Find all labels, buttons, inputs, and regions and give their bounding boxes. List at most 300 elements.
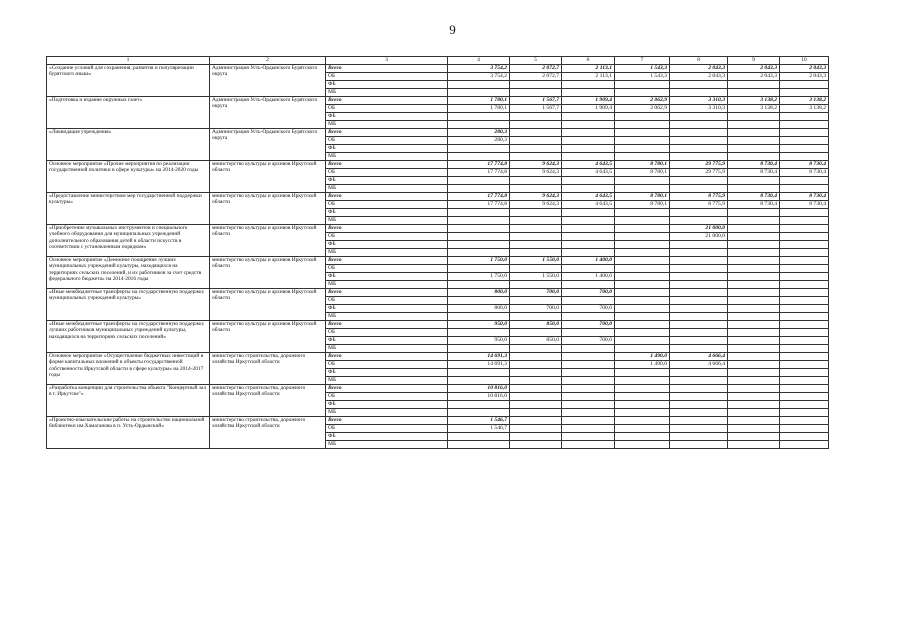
- amount-cell: [448, 313, 510, 321]
- funding-source: МБ: [326, 185, 448, 193]
- amount-cell: [510, 401, 562, 409]
- funding-source: ФБ: [326, 145, 448, 153]
- table-row: [47, 385, 829, 393]
- amount-cell: [780, 177, 829, 185]
- funding-source: ОБ: [326, 169, 448, 177]
- amount-cell: [780, 225, 829, 233]
- amount-cell: [670, 297, 728, 305]
- amount-cell: [728, 321, 780, 329]
- amount-cell: [670, 433, 728, 441]
- amount-cell: 9 624,3: [510, 169, 562, 177]
- amount-cell: 1 780,1: [448, 97, 510, 105]
- amount-cell: [728, 385, 780, 393]
- amount-cell: 1 750,0: [448, 257, 510, 265]
- amount-cell: [670, 129, 728, 137]
- funding-source: ФБ: [326, 369, 448, 377]
- amount-cell: [562, 265, 615, 273]
- amount-cell: 2 043,3: [728, 73, 780, 81]
- amount-cell: [448, 249, 510, 257]
- amount-cell: [670, 337, 728, 345]
- amount-cell: [780, 297, 829, 305]
- amount-cell: [670, 385, 728, 393]
- amount-cell: [448, 113, 510, 121]
- amount-cell: [448, 153, 510, 161]
- table-row: [47, 193, 829, 201]
- amount-cell: 1 490,0: [615, 353, 670, 361]
- amount-cell: [615, 265, 670, 273]
- funding-source: МБ: [326, 217, 448, 225]
- amount-cell: [728, 225, 780, 233]
- amount-cell: [728, 281, 780, 289]
- executor: министерство культуры и архивов Иркутской области: [210, 289, 326, 321]
- executor: министерство строительства, дорожного хозяйства Иркутской области: [210, 417, 326, 449]
- amount-cell: 2 043,3: [780, 65, 829, 73]
- column-number-header: 7: [615, 57, 670, 65]
- amount-cell: 700,0: [562, 337, 615, 345]
- funding-source: ОБ: [326, 297, 448, 305]
- amount-cell: [510, 233, 562, 241]
- amount-cell: [562, 241, 615, 249]
- amount-cell: [615, 217, 670, 225]
- funding-source: МБ: [326, 249, 448, 257]
- amount-cell: [448, 217, 510, 225]
- amount-cell: 8 730,4: [780, 161, 829, 169]
- amount-cell: [670, 145, 728, 153]
- amount-cell: 9 624,3: [510, 201, 562, 209]
- amount-cell: [448, 241, 510, 249]
- amount-cell: [510, 329, 562, 337]
- amount-cell: [448, 401, 510, 409]
- amount-cell: [728, 353, 780, 361]
- activity-name: «Подготовка и издание окружных газет»: [47, 97, 210, 129]
- amount-cell: [670, 305, 728, 313]
- amount-cell: [510, 297, 562, 305]
- amount-cell: [448, 441, 510, 449]
- amount-cell: 3 754,2: [448, 65, 510, 73]
- amount-cell: [510, 313, 562, 321]
- amount-cell: [728, 377, 780, 385]
- amount-cell: [780, 433, 829, 441]
- amount-cell: [728, 145, 780, 153]
- funding-source: Всего: [326, 289, 448, 297]
- amount-cell: [615, 393, 670, 401]
- amount-cell: [562, 153, 615, 161]
- amount-cell: [615, 137, 670, 145]
- funding-source: ФБ: [326, 305, 448, 313]
- amount-cell: [510, 249, 562, 257]
- funding-source: МБ: [326, 313, 448, 321]
- amount-cell: 700,0: [562, 305, 615, 313]
- amount-cell: 950,0: [448, 321, 510, 329]
- amount-cell: [448, 81, 510, 89]
- funding-source: ФБ: [326, 273, 448, 281]
- amount-cell: 8 730,4: [728, 169, 780, 177]
- amount-cell: [562, 409, 615, 417]
- funding-source: МБ: [326, 153, 448, 161]
- column-number-header: 2: [210, 57, 326, 65]
- amount-cell: [780, 385, 829, 393]
- amount-cell: [728, 273, 780, 281]
- amount-cell: 8 775,9: [670, 201, 728, 209]
- amount-cell: [670, 257, 728, 265]
- funding-source: Всего: [326, 129, 448, 137]
- amount-cell: [780, 425, 829, 433]
- amount-cell: [728, 209, 780, 217]
- amount-cell: [670, 425, 728, 433]
- column-number-header: 8: [670, 57, 728, 65]
- funding-source: Всего: [326, 161, 448, 169]
- amount-cell: [670, 401, 728, 409]
- amount-cell: 10 816,0: [448, 385, 510, 393]
- amount-cell: [728, 297, 780, 305]
- amount-cell: 8 730,4: [780, 201, 829, 209]
- amount-cell: [615, 401, 670, 409]
- amount-cell: [562, 185, 615, 193]
- amount-cell: [780, 241, 829, 249]
- amount-cell: 3 310,3: [670, 97, 728, 105]
- funding-source: Всего: [326, 65, 448, 73]
- amount-cell: [670, 329, 728, 337]
- amount-cell: [510, 425, 562, 433]
- amount-cell: [670, 121, 728, 129]
- amount-cell: [510, 369, 562, 377]
- amount-cell: [510, 89, 562, 97]
- table-row: [47, 321, 829, 329]
- funding-source: ФБ: [326, 113, 448, 121]
- amount-cell: [615, 289, 670, 297]
- funding-source: МБ: [326, 121, 448, 129]
- amount-cell: 3 138,2: [728, 105, 780, 113]
- amount-cell: [615, 377, 670, 385]
- funding-source: МБ: [326, 281, 448, 289]
- amount-cell: [562, 329, 615, 337]
- amount-cell: [670, 137, 728, 145]
- amount-cell: [728, 425, 780, 433]
- amount-cell: [562, 441, 615, 449]
- amount-cell: [670, 289, 728, 297]
- amount-cell: [448, 89, 510, 97]
- amount-cell: [670, 345, 728, 353]
- amount-cell: [780, 441, 829, 449]
- amount-cell: 4 643,5: [562, 193, 615, 201]
- amount-cell: 8 730,4: [780, 193, 829, 201]
- amount-cell: 1 567,7: [510, 97, 562, 105]
- amount-cell: [780, 89, 829, 97]
- amount-cell: [510, 361, 562, 369]
- column-number-header: 6: [562, 57, 615, 65]
- amount-cell: [510, 225, 562, 233]
- amount-cell: [615, 129, 670, 137]
- amount-cell: 17 774,8: [448, 161, 510, 169]
- amount-cell: [670, 153, 728, 161]
- amount-cell: [780, 337, 829, 345]
- amount-cell: [780, 217, 829, 225]
- amount-cell: [562, 249, 615, 257]
- funding-source: ОБ: [326, 361, 448, 369]
- activity-name: Основное мероприятие «Осуществление бюджетных инвестиций в форме капитальных вложений в объекты государственной собственности Иркутской области в сфере культуры» на 2014-2017 годы: [47, 353, 210, 385]
- amount-cell: [670, 409, 728, 417]
- amount-cell: [562, 281, 615, 289]
- amount-cell: 14 691,3: [448, 353, 510, 361]
- amount-cell: [510, 81, 562, 89]
- amount-cell: [615, 113, 670, 121]
- amount-cell: 3 310,3: [670, 105, 728, 113]
- amount-cell: [510, 441, 562, 449]
- amount-cell: 14 691,3: [448, 361, 510, 369]
- amount-cell: [615, 233, 670, 241]
- amount-cell: [728, 233, 780, 241]
- amount-cell: [670, 265, 728, 273]
- amount-cell: [615, 273, 670, 281]
- amount-cell: [448, 345, 510, 353]
- amount-cell: [728, 433, 780, 441]
- amount-cell: [780, 401, 829, 409]
- funding-source: Всего: [326, 225, 448, 233]
- amount-cell: 3 138,2: [728, 97, 780, 105]
- amount-cell: 700,0: [562, 321, 615, 329]
- funding-source: МБ: [326, 441, 448, 449]
- amount-cell: [780, 185, 829, 193]
- amount-cell: 2 113,1: [562, 65, 615, 73]
- amount-cell: [448, 225, 510, 233]
- amount-cell: [670, 241, 728, 249]
- amount-cell: [562, 225, 615, 233]
- amount-cell: [780, 257, 829, 265]
- table-row: [47, 97, 829, 105]
- amount-cell: [615, 369, 670, 377]
- amount-cell: [728, 241, 780, 249]
- amount-cell: [780, 417, 829, 425]
- amount-cell: [728, 417, 780, 425]
- amount-cell: [728, 305, 780, 313]
- amount-cell: 2 113,1: [562, 73, 615, 81]
- amount-cell: 9 624,3: [510, 193, 562, 201]
- amount-cell: [562, 361, 615, 369]
- amount-cell: [615, 321, 670, 329]
- amount-cell: [728, 329, 780, 337]
- amount-cell: [448, 145, 510, 153]
- amount-cell: 2 043,3: [728, 65, 780, 73]
- amount-cell: [562, 393, 615, 401]
- amount-cell: [562, 129, 615, 137]
- activity-name: «Ликвидация учреждения»: [47, 129, 210, 161]
- amount-cell: [670, 209, 728, 217]
- amount-cell: [510, 129, 562, 137]
- amount-cell: [615, 297, 670, 305]
- funding-source: Всего: [326, 321, 448, 329]
- table-row: [47, 129, 829, 137]
- amount-cell: [728, 345, 780, 353]
- amount-cell: 2 043,3: [670, 73, 728, 81]
- executor: Администрация Усть-Ордынского Бурятского округа: [210, 97, 326, 129]
- funding-source: ФБ: [326, 241, 448, 249]
- amount-cell: [562, 177, 615, 185]
- amount-cell: 17 774,8: [448, 201, 510, 209]
- amount-cell: [728, 289, 780, 297]
- activity-name: «Разработка концепции для строительства объекта "Концертный зал в г. Иркутске"»: [47, 385, 210, 417]
- amount-cell: 850,0: [510, 337, 562, 345]
- amount-cell: [670, 81, 728, 89]
- amount-cell: [562, 81, 615, 89]
- amount-cell: [728, 361, 780, 369]
- amount-cell: [510, 153, 562, 161]
- amount-cell: [670, 417, 728, 425]
- amount-cell: [780, 113, 829, 121]
- amount-cell: [728, 89, 780, 97]
- activity-name: «Приобретение музыкальных инструментов и специального учебного оборудования для муниципальных учреждений дополнительного образования детей в области искусств в соответствии с установленным порядком»: [47, 225, 210, 257]
- amount-cell: [562, 385, 615, 393]
- amount-cell: [562, 353, 615, 361]
- amount-cell: [615, 153, 670, 161]
- amount-cell: [448, 409, 510, 417]
- executor: Администрация Усть-Ордынского Бурятского округа: [210, 65, 326, 97]
- amount-cell: [780, 361, 829, 369]
- amount-cell: 1 490,0: [615, 361, 670, 369]
- amount-cell: 8 780,1: [615, 169, 670, 177]
- funding-source: МБ: [326, 345, 448, 353]
- amount-cell: [448, 177, 510, 185]
- amount-cell: [448, 265, 510, 273]
- funding-source: Всего: [326, 353, 448, 361]
- amount-cell: 1 567,7: [510, 105, 562, 113]
- amount-cell: [780, 81, 829, 89]
- amount-cell: [562, 137, 615, 145]
- amount-cell: [615, 313, 670, 321]
- amount-cell: [562, 233, 615, 241]
- amount-cell: 2 062,9: [615, 105, 670, 113]
- amount-cell: [728, 81, 780, 89]
- amount-cell: [615, 409, 670, 417]
- amount-cell: [615, 257, 670, 265]
- funding-source: ОБ: [326, 329, 448, 337]
- amount-cell: 8 780,1: [615, 161, 670, 169]
- funding-source: ОБ: [326, 265, 448, 273]
- table-row: [47, 417, 829, 425]
- amount-cell: [510, 281, 562, 289]
- amount-cell: [670, 177, 728, 185]
- funding-source: Всего: [326, 385, 448, 393]
- table-row: [47, 257, 829, 265]
- amount-cell: [510, 209, 562, 217]
- amount-cell: [510, 113, 562, 121]
- amount-cell: [615, 177, 670, 185]
- amount-cell: [615, 417, 670, 425]
- amount-cell: [780, 249, 829, 257]
- activity-name: «Предоставление министерством мер государственной поддержки культуры»: [47, 193, 210, 225]
- amount-cell: 1 400,0: [562, 273, 615, 281]
- amount-cell: [448, 329, 510, 337]
- amount-cell: [562, 433, 615, 441]
- amount-cell: [615, 81, 670, 89]
- amount-cell: [780, 209, 829, 217]
- executor: министерство культуры и архивов Иркутской области: [210, 225, 326, 257]
- executor: министерство строительства, дорожного хозяйства Иркутской области: [210, 385, 326, 417]
- amount-cell: 10 816,0: [448, 393, 510, 401]
- amount-cell: [670, 321, 728, 329]
- amount-cell: [562, 209, 615, 217]
- amount-cell: [510, 385, 562, 393]
- amount-cell: 1 543,3: [615, 73, 670, 81]
- table-row: [47, 65, 829, 73]
- amount-cell: [615, 121, 670, 129]
- activity-name: Основное мероприятие «Прочие мероприятия по реализации государственной политики в сфере культуры» на 2014-2020 годы: [47, 161, 210, 193]
- amount-cell: [615, 433, 670, 441]
- column-number-header: 5: [510, 57, 562, 65]
- amount-cell: [780, 145, 829, 153]
- amount-cell: [728, 441, 780, 449]
- amount-cell: [728, 265, 780, 273]
- budget-table: [46, 56, 829, 449]
- amount-cell: [780, 121, 829, 129]
- amount-cell: 4 643,5: [562, 169, 615, 177]
- amount-cell: 9 624,3: [510, 161, 562, 169]
- executor: Администрация Усть-Ордынского Бурятского округа: [210, 129, 326, 161]
- amount-cell: [728, 177, 780, 185]
- amount-cell: [780, 353, 829, 361]
- amount-cell: [728, 185, 780, 193]
- amount-cell: [615, 281, 670, 289]
- amount-cell: [510, 241, 562, 249]
- amount-cell: [615, 89, 670, 97]
- amount-cell: 2 043,3: [780, 73, 829, 81]
- amount-cell: [510, 145, 562, 153]
- amount-cell: [510, 185, 562, 193]
- activity-name: «Иные межбюджетные трансферты на государственную поддержку лучших работников муниципальных учреждений культуры, находящихся на территориях сельских поселений»: [47, 321, 210, 353]
- amount-cell: [670, 249, 728, 257]
- amount-cell: 850,0: [510, 321, 562, 329]
- executor: министерство культуры и архивов Иркутской области: [210, 193, 326, 225]
- funding-source: ФБ: [326, 337, 448, 345]
- amount-cell: [728, 409, 780, 417]
- amount-cell: 8 775,9: [670, 193, 728, 201]
- amount-cell: [728, 401, 780, 409]
- amount-cell: [510, 217, 562, 225]
- amount-cell: [615, 145, 670, 153]
- amount-cell: [728, 369, 780, 377]
- funding-source: МБ: [326, 377, 448, 385]
- amount-cell: 17 774,8: [448, 193, 510, 201]
- executor: министерство культуры и архивов Иркутской области: [210, 161, 326, 193]
- table-row: [47, 161, 829, 169]
- amount-cell: [780, 409, 829, 417]
- amount-cell: 4 666,4: [670, 361, 728, 369]
- amount-cell: [510, 265, 562, 273]
- activity-name: «Создание условий для сохранения, развития и популяризации бурятского языка»: [47, 65, 210, 97]
- amount-cell: 8 730,4: [728, 193, 780, 201]
- amount-cell: [448, 233, 510, 241]
- amount-cell: [670, 113, 728, 121]
- amount-cell: 1 546,7: [448, 417, 510, 425]
- funding-source: ОБ: [326, 105, 448, 113]
- amount-cell: 1 400,0: [562, 257, 615, 265]
- amount-cell: [448, 433, 510, 441]
- amount-cell: [615, 441, 670, 449]
- amount-cell: [728, 393, 780, 401]
- amount-cell: [510, 409, 562, 417]
- amount-cell: [448, 209, 510, 217]
- amount-cell: [562, 217, 615, 225]
- funding-source: Всего: [326, 257, 448, 265]
- amount-cell: 8 780,1: [615, 201, 670, 209]
- amount-cell: [510, 353, 562, 361]
- amount-cell: [780, 265, 829, 273]
- funding-source: ОБ: [326, 137, 448, 145]
- amount-cell: [562, 401, 615, 409]
- column-number-row: [47, 57, 829, 65]
- amount-cell: [670, 273, 728, 281]
- amount-cell: [615, 225, 670, 233]
- amount-cell: [728, 257, 780, 265]
